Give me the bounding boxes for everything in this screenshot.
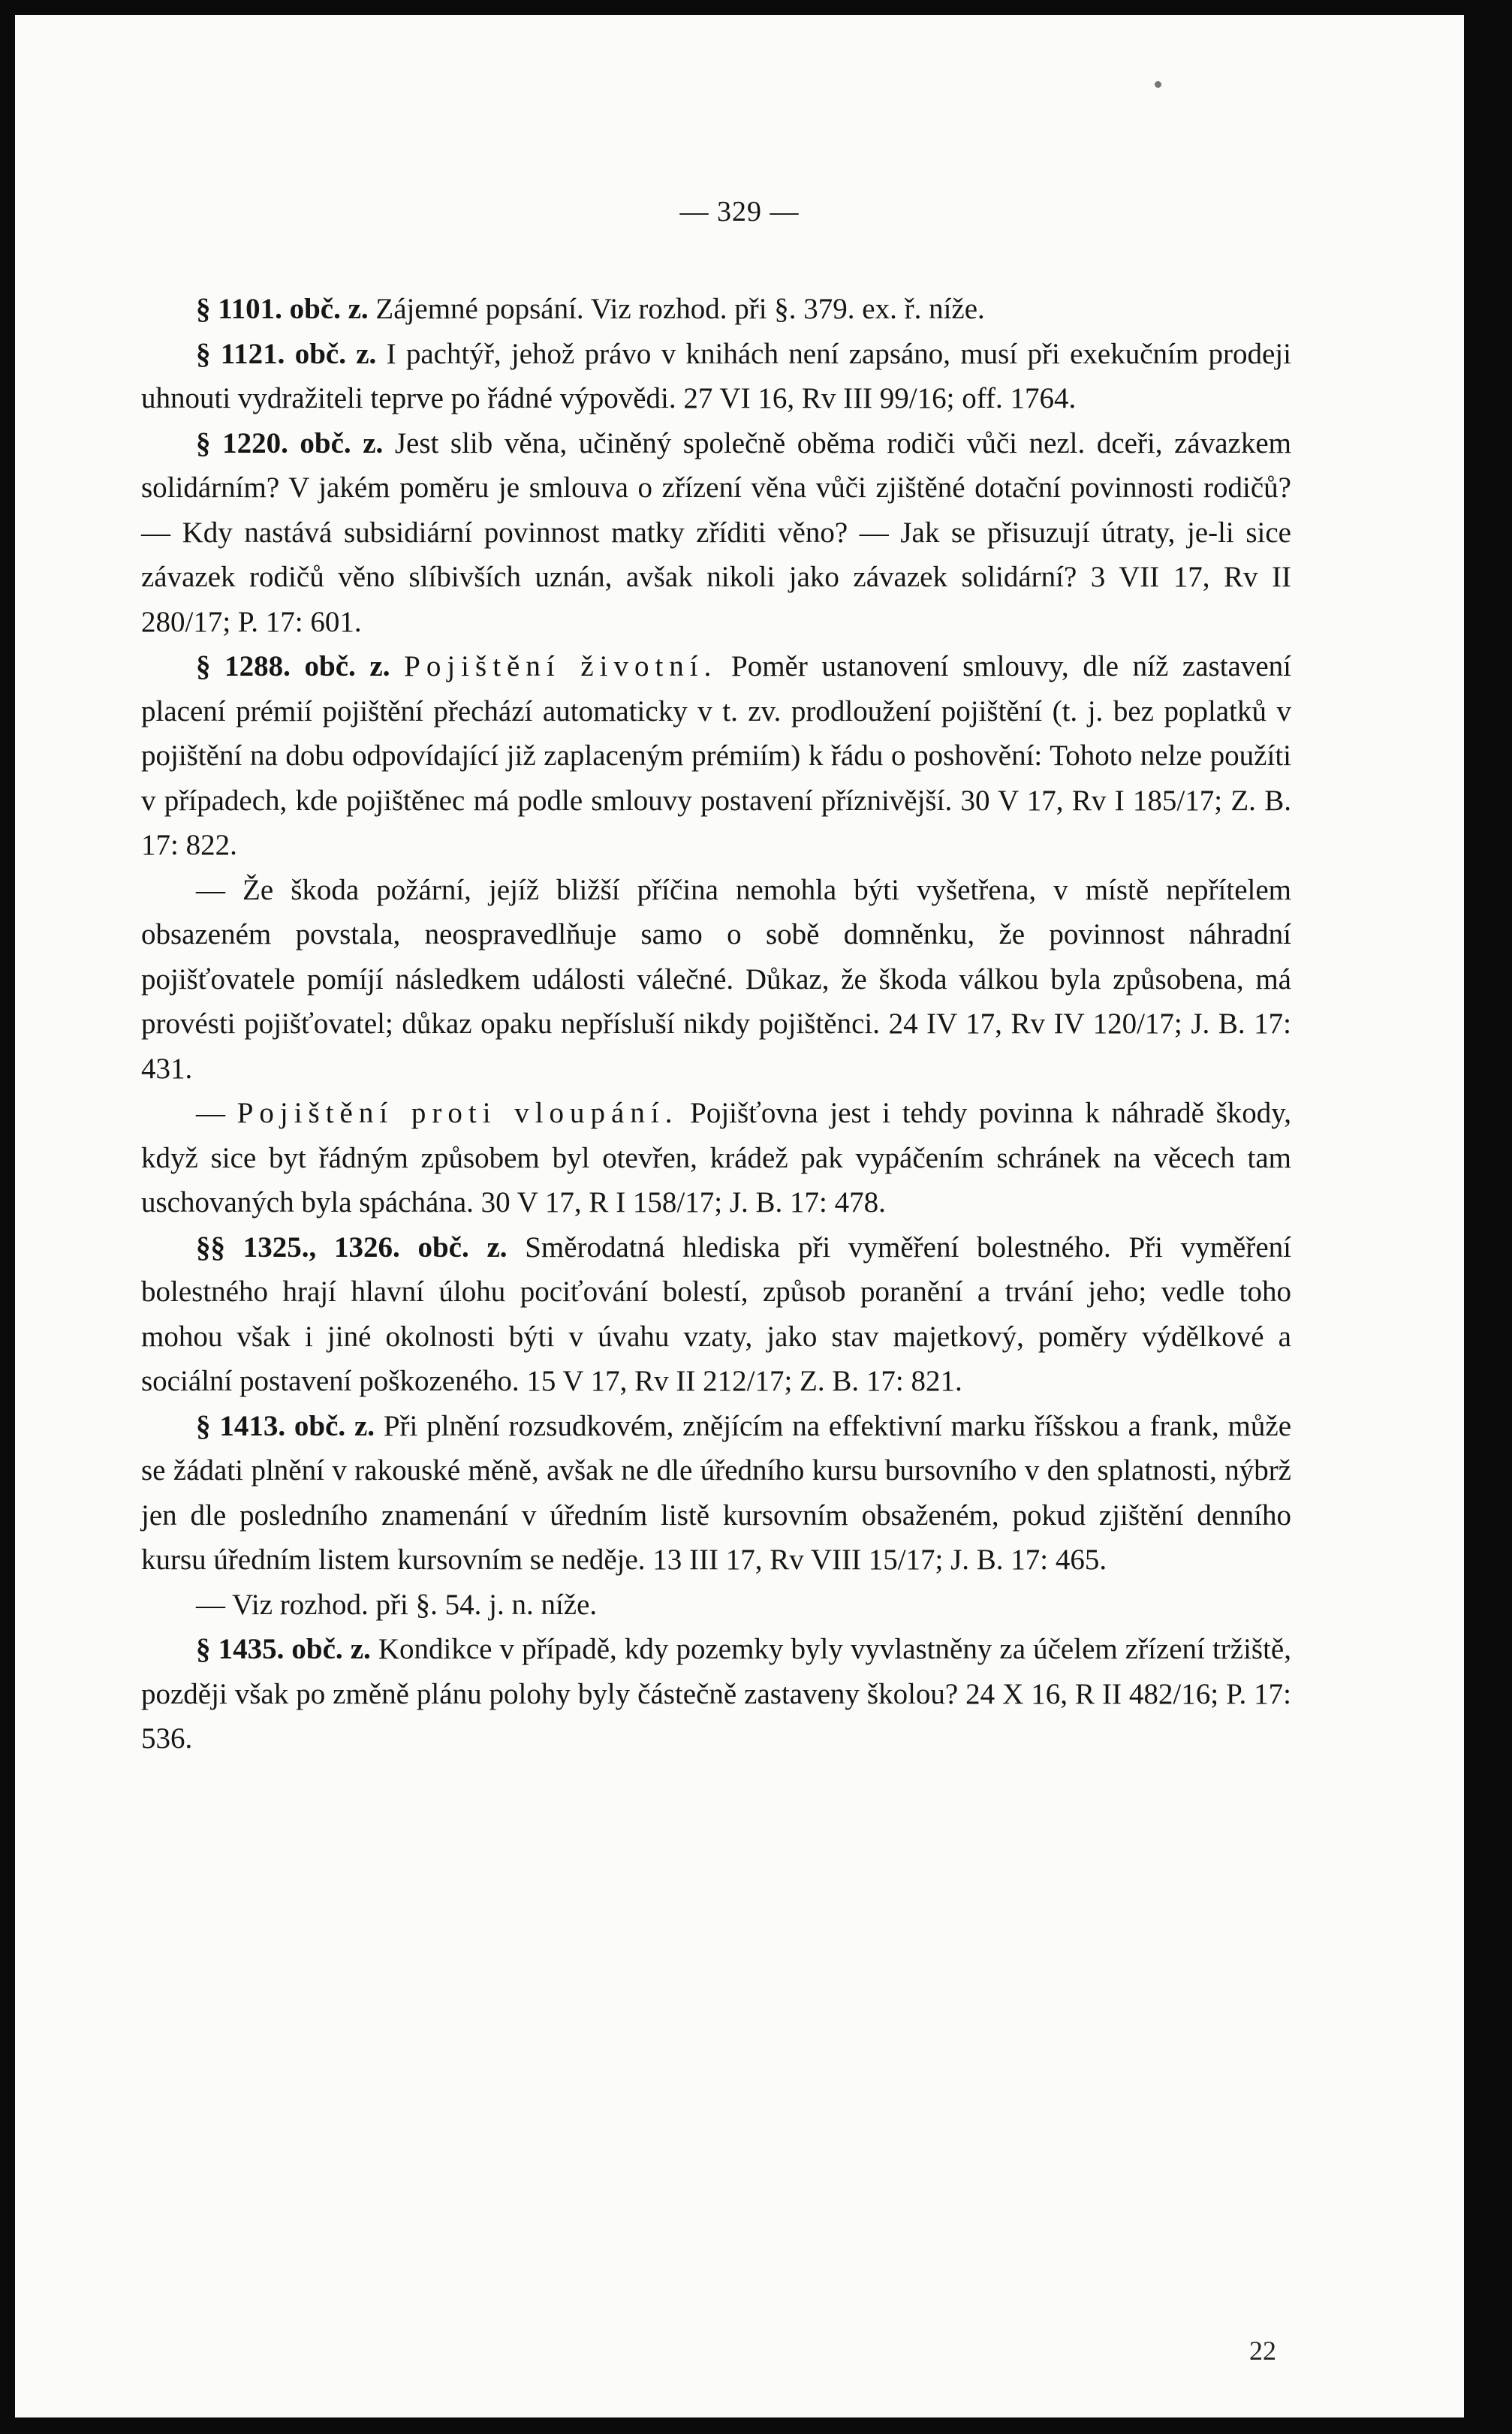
paragraph-1435	[141, 1627, 1291, 1761]
paragraph-1325	[141, 1225, 1291, 1404]
section-ref: § 1220. obč. z.	[196, 426, 384, 459]
paragraph-1288-fire-damage	[141, 868, 1291, 1092]
dash: —	[196, 1097, 237, 1129]
paragraph-1121	[141, 332, 1291, 421]
paragraph-text: — Viz rozhod. při §. 54. j. n. níže.	[196, 1588, 598, 1621]
section-ref: § 1288. obč. z.	[196, 650, 390, 682]
paragraph-text: I pachtýř, jehož právo v knihách není zapsáno, musí při exekučním prodeji uhnouti vydražiteli teprve po řádné výpovědi. 27 VI 16, Rv III 99/16; off. 1764.	[141, 337, 1291, 414]
section-ref: § 1121. obč. z.	[196, 337, 377, 370]
paragraph-text: Pojišťovna jest i tehdy povinna k náhradě škody, když sice byt řádným způsobem byl otevřen, krádež pak vypáčením schránek na věcech tam uschovaných byla spáchána. 30 V 17, R I 158/17; J. B. 17: 478.	[141, 1097, 1292, 1219]
paragraph-text: Zájemné popsání. Viz rozhod. při §. 379. ex. ř. níže.	[368, 293, 985, 325]
paragraph-1413-see	[141, 1583, 1291, 1628]
paragraph-1288	[141, 644, 1291, 868]
paragraph-1101	[141, 287, 1291, 332]
page-body	[141, 287, 1291, 1761]
paragraph-text: Směrodatná hlediska při vyměření bolestného. Při vyměření bolestného hrají hlavní úlohu pociťování bolestí, způsob poranění a trvání jeho; vedle toho mohou však i jiné okolnosti býti v úvahu vzaty, jako stav majetkový, poměry výdělkové a sociální postavení poškozeného. 15 V 17, Rv II 212/17; Z. B. 17: 821.	[141, 1231, 1291, 1397]
section-ref: § 1101. obč. z.	[196, 293, 369, 325]
section-ref: § 1435. obč. z.	[196, 1633, 371, 1665]
paragraph-1288-burglary	[141, 1091, 1291, 1225]
section-ref: § 1413. obč. z.	[196, 1409, 375, 1442]
paragraph-text: Poměr ustanovení smlouvy, dle níž zastavení placení prémií pojištění přechází automaticky v t. zv. prodloužení pojištění (t. j. bez poplatků v pojištění na dobu odpovídající již zaplaceným prémiím) k řádu o poshovění: Tohoto nelze použíti v případech, kde pojištěnec má podle smlouvy postavení příznivější. 30 V 17, Rv I 185/17; Z. B. 17: 822.	[141, 650, 1291, 861]
spaced-heading: Pojištění proti vloupání.	[236, 1097, 679, 1129]
section-ref: §§ 1325., 1326. obč. z.	[196, 1231, 508, 1264]
spaced-heading: Pojištění životní.	[404, 650, 718, 682]
paragraph-1413	[141, 1404, 1291, 1583]
paragraph-text: Kondikce v případě, kdy pozemky byly vyvlastněny za účelem zřízení tržiště, později však po změně plánu polohy byly částečně zastaveny školou? 24 X 16, R II 482/16; P. 17: 536.	[141, 1633, 1291, 1755]
document-page	[15, 15, 1464, 2417]
paragraph-text: Jest slib věna, učiněný společně oběma rodiči vůči nezl. dceři, závazkem solidárním? V jakém poměru je smlouva o zřízení věna vůči zjištěné dotační povinnosti rodičů? — Kdy nastává subsidiární povinnost matky zříditi věno? — Jak se přisuzují útraty, je-li sice závazek rodičů věno slíbivších uznán, avšak nikoli jako závazek solidární? 3 VII 17, Rv II 280/17; P. 17: 601.	[141, 426, 1291, 638]
page-number: — 329 —	[679, 196, 800, 227]
paragraph-text: — Že škoda požární, jejíž bližší příčina nemohla býti vyšetřena, v místě nepřítelem obsazeném povstala, neospravedlňuje samo o sobě domněnku, že povinnost náhradní pojišťovatele pomíjí následkem události válečné. Důkaz, že škoda válkou byla způsobena, má provésti pojišťovatel; důkaz opaku nepřísluší nikdy pojištěnci. 24 IV 17, Rv IV 120/17; J. B. 17: 431.	[141, 873, 1291, 1085]
paragraph-text: Při plnění rozsudkovém, znějícím na effektivní marku říšskou a frank, může se žádati plnění v rakouské měně, avšak ne dle úředního kursu bursovního v den splatnosti, nýbrž jen dle posledního znamenání v úředním listě kursovním obsaženém, pokud zjištění denního kursu úředním listem kursovním se neděje. 13 III 17, Rv VIII 15/17; J. B. 17: 465.	[141, 1409, 1292, 1576]
print-speck	[1155, 81, 1161, 88]
paragraph-1220	[141, 421, 1291, 645]
printer-signature-mark: 22	[1249, 2336, 1276, 2366]
